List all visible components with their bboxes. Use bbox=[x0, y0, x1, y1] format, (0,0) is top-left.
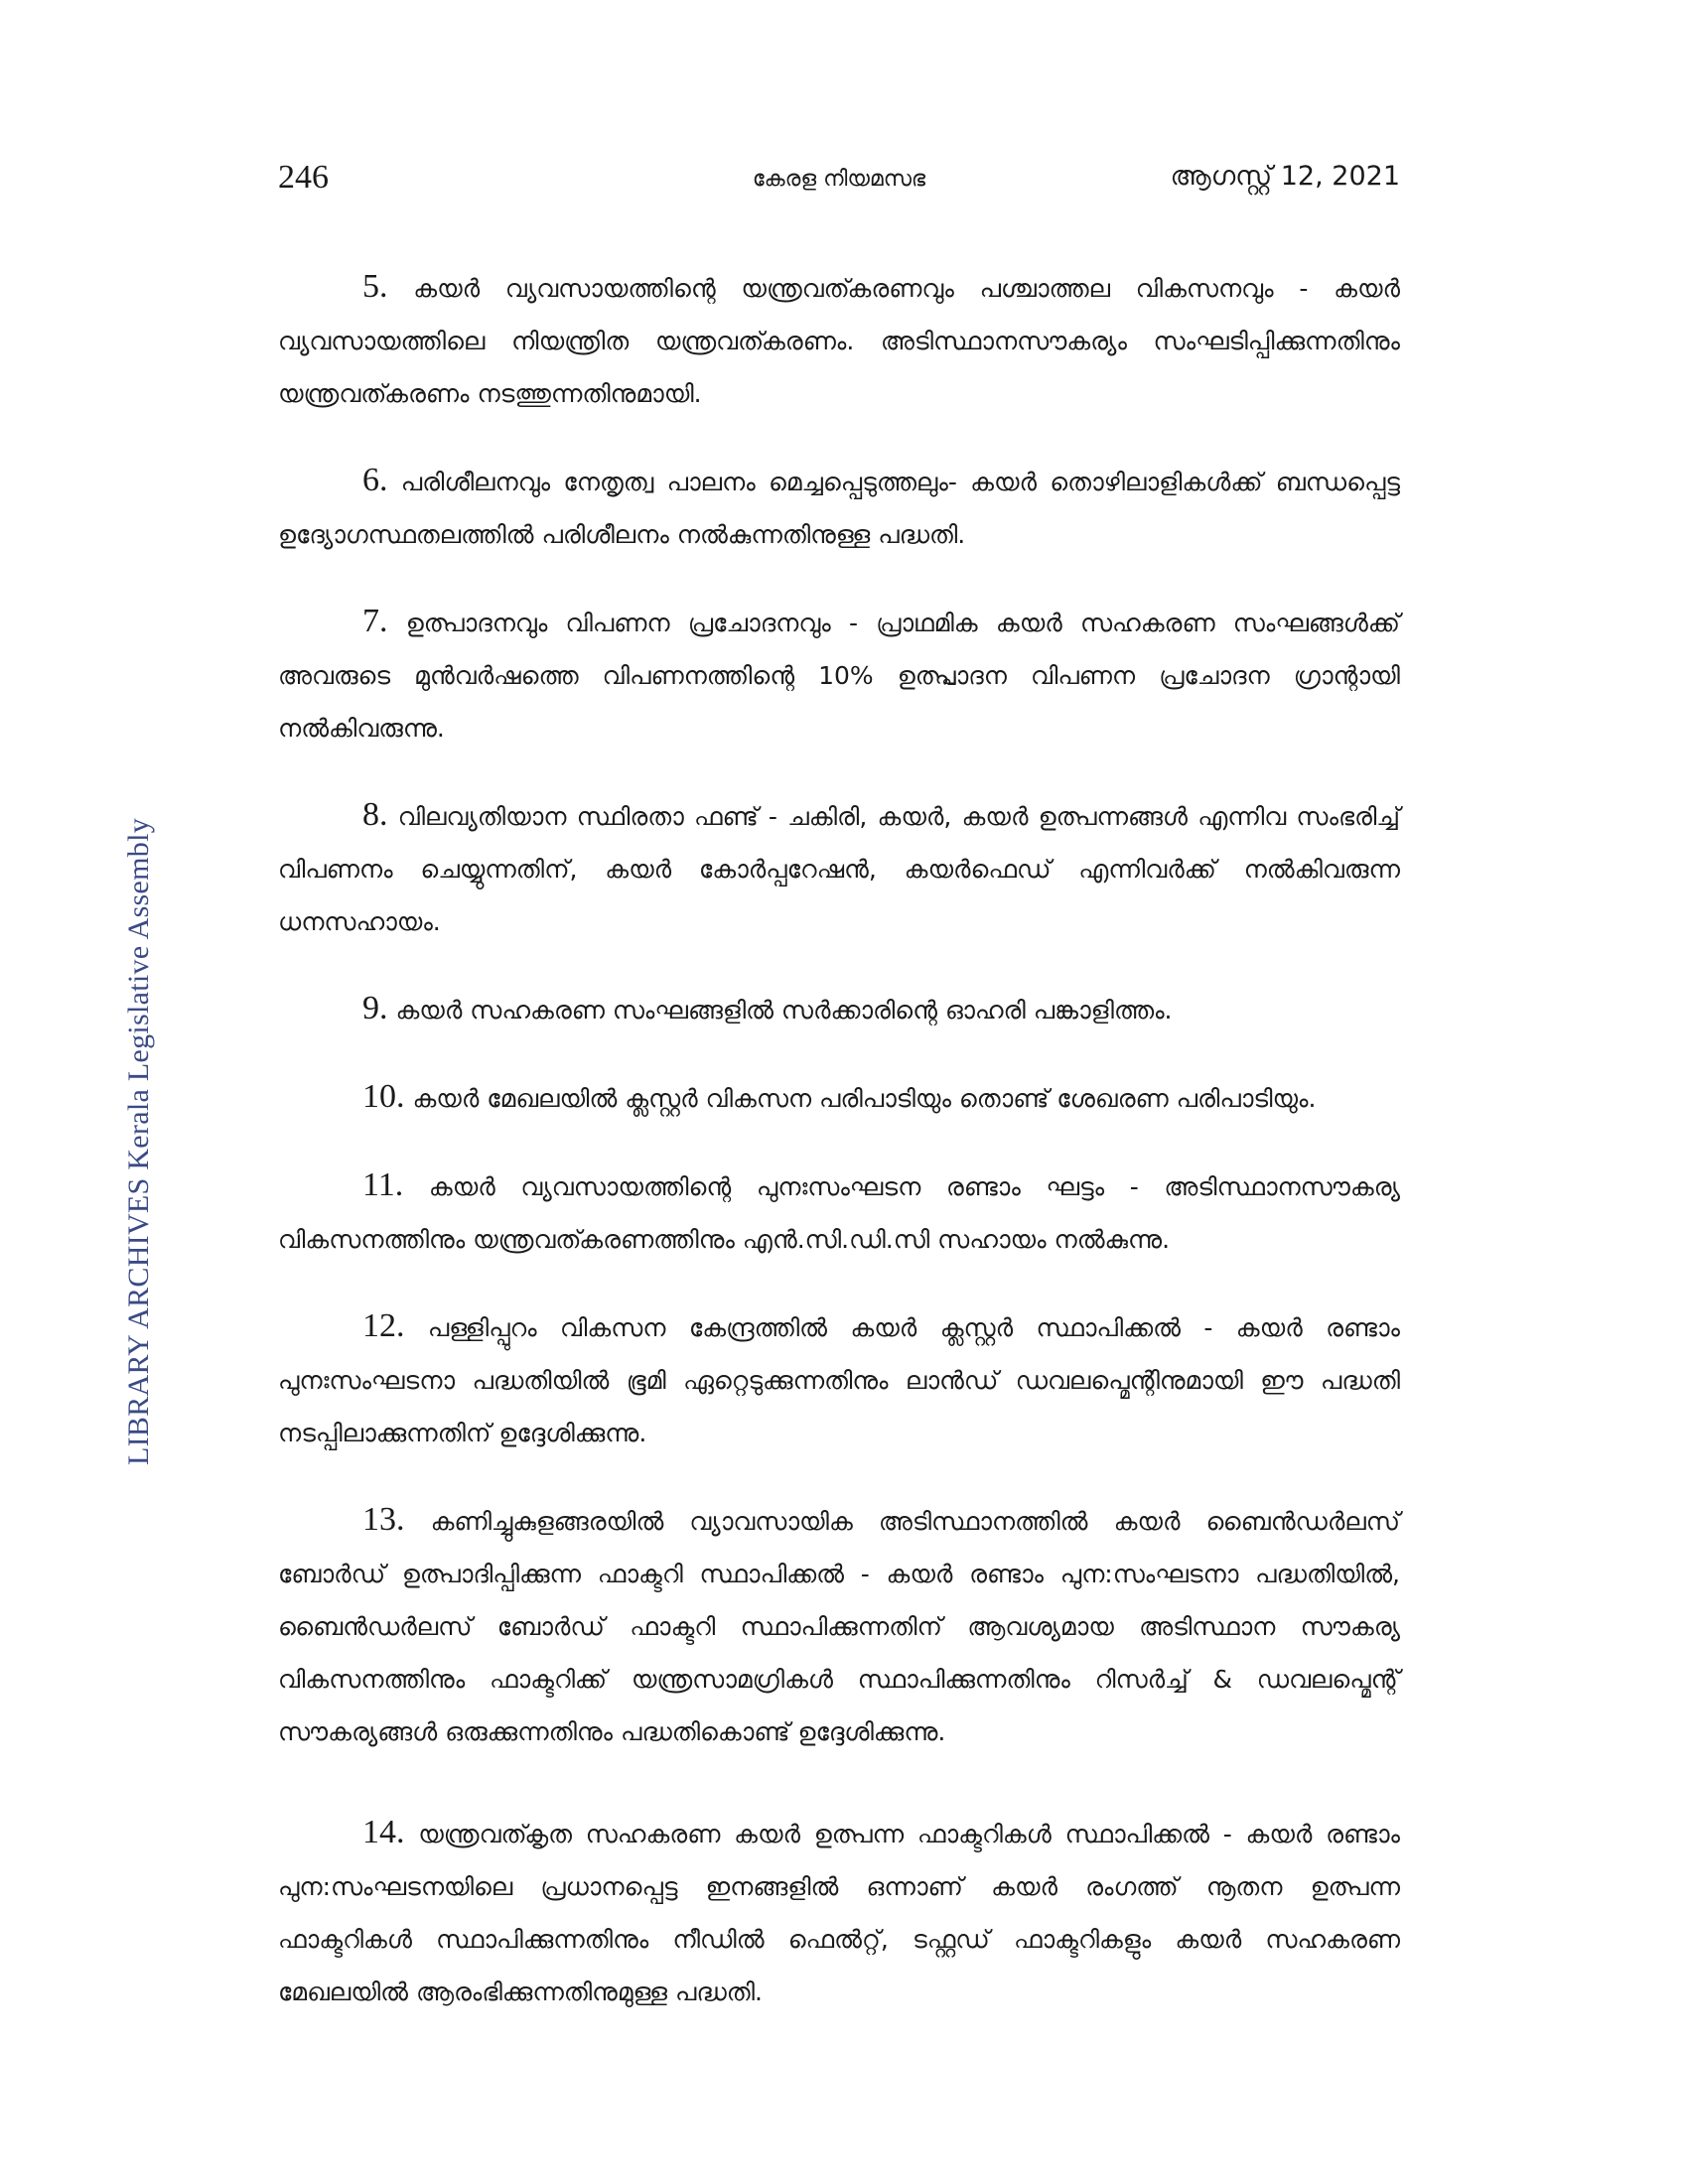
paragraph-number: 9. bbox=[362, 990, 388, 1026]
paragraph-text: കയർ മേഖലയിൽ ക്ലസ്റ്റർ വികസന പരിപാടിയും തൊണ്ട് ശേഖരണ പരിപാടിയും. bbox=[412, 1084, 1317, 1113]
paragraph-number: 6. bbox=[362, 462, 388, 498]
paragraph-item-6 bbox=[278, 454, 1400, 561]
paragraph-item-11 bbox=[278, 1159, 1400, 1266]
paragraph-item-12 bbox=[278, 1299, 1400, 1459]
page-number: 246 bbox=[278, 159, 329, 196]
paragraph-number: 7. bbox=[362, 603, 388, 639]
paragraph-text: കണിച്ചുകുളങ്ങരയിൽ വ്യാവസായിക അടിസ്ഥാനത്തിൽ കയർ ബൈൻഡർലസ് ബോർഡ് ഉത്പാദിപ്പിക്കുന്ന ഫാക്ടറി സ്ഥാപിക്കൽ - കയർ രണ്ടാം പുന:സംഘടനാ പദ്ധതിയിൽ, ബൈൻഡർലസ് ബോർഡ് ഫാക്ടറി സ്ഥാപിക്കുന്നതിന് ആവശ്യമായ അടിസ്ഥാന സൗകര്യ വികസനത്തിനും ഫാക്ടറിക്ക് യന്ത്രസാമഗ്രികൾ സ്ഥാപിക്കുന്നതിനും റിസർച്ച് & ഡവലപ്മെന്റ് സൗകര്യങ്ങൾ ഒരുക്കുന്നതിനും പദ്ധതികൊണ്ട് ഉദ്ദേശിക്കുന്നു. bbox=[278, 1507, 1401, 1746]
paragraph-text: വിലവ്യതിയാന സ്ഥിരതാ ഫണ്ട് - ചകിരി, കയർ, കയർ ഉത്പന്നങ്ങൾ എന്നിവ സംഭരിച്ച് വിപണനം ചെയ്യുന്നതിന്, കയർ കോർപ്പറേഷൻ, കയർഫെഡ് എന്നിവർക്ക് നൽകിവരുന്ന ധനസഹായം. bbox=[278, 802, 1400, 936]
paragraph-item-8 bbox=[278, 788, 1400, 948]
paragraph-number: 14. bbox=[362, 1814, 405, 1850]
paragraph-item-7 bbox=[278, 595, 1400, 754]
paragraph-text: കയർ സഹകരണ സംഘങ്ങളിൽ സർക്കാരിന്റെ ഓഹരി പങ്കാളിത്തം. bbox=[395, 996, 1173, 1024]
paragraph-text: പള്ളിപ്പുറം വികസന കേന്ദ്രത്തിൽ കയർ ക്ലസ്റ്റർ സ്ഥാപിക്കൽ - കയർ രണ്ടാം പുനഃസംഘടനാ പദ്ധതിയിൽ ഭൂമി ഏറ്റെടുക്കുന്നതിനും ലാൻഡ് ഡവലപ്മെന്റിനുമായി ഈ പദ്ധതി നടപ്പിലാക്കുന്നതിന് ഉദ്ദേശിക്കുന്നു. bbox=[278, 1313, 1400, 1447]
paragraph-text: കയർ വ്യവസായത്തിന്റെ യന്ത്രവത്കരണവും പശ്ചാത്തല വികസനവും - കയർ വ്യവസായത്തിലെ നിയന്ത്രിത യന്ത്രവത്കരണം. അടിസ്ഥാനസൗകര്യം സംഘടിപ്പിക്കുന്നതിനും യന്ത്രവത്കരണം നടത്തുന്നതിനുമായി. bbox=[278, 274, 1400, 408]
paragraph-number: 10. bbox=[362, 1078, 405, 1115]
paragraph-item-5 bbox=[278, 260, 1400, 420]
document-body bbox=[278, 260, 1400, 2052]
assembly-name: കേരള നിയമസഭ bbox=[752, 167, 926, 192]
paragraph-item-10 bbox=[278, 1070, 1400, 1125]
paragraph-text: യന്ത്രവത്കൃത സഹകരണ കയർ ഉത്പന്ന ഫാക്ടറികൾ സ്ഥാപിക്കൽ - കയർ രണ്ടാം പുന:സംഘടനയിലെ പ്രധാനപ്പെട്ട ഇനങ്ങളിൽ ഒന്നാണ് കയർ രംഗത്ത് നൂതന ഉത്പന്ന ഫാക്ടറികൾ സ്ഥാപിക്കുന്നതിനും നീഡിൽ ഫെൽറ്റ്, ടഫ്റ്റഡ് ഫാക്ടറികളും കയർ സഹകരണ മേഖലയിൽ ആരംഭിക്കുന്നതിനുമുള്ള പദ്ധതി. bbox=[278, 1820, 1401, 2006]
paragraph-text: പരിശീലനവും നേതൃത്വ പാലനം മെച്ചപ്പെടുത്തലും- കയർ തൊഴിലാളികൾക്ക് ബന്ധപ്പെട്ട ഉദ്യോഗസ്ഥതലത്തിൽ പരിശീലനം നൽകുന്നതിനുള്ള പദ്ധതി. bbox=[278, 468, 1400, 549]
paragraph-item-9 bbox=[278, 982, 1400, 1036]
archive-watermark: LIBRARY ARCHIVES Kerala Legislative Assembly bbox=[122, 817, 155, 1466]
paragraph-number: 12. bbox=[362, 1307, 405, 1344]
paragraph-item-14 bbox=[278, 1806, 1400, 2018]
paragraph-number: 5. bbox=[362, 268, 388, 305]
paragraph-number: 11. bbox=[362, 1166, 404, 1203]
header-date: ആഗസ്റ്റ് 12, 2021 bbox=[1170, 161, 1400, 192]
paragraph-text: ഉത്പാദനവും വിപണന പ്രചോദനവും - പ്രാഥമിക കയർ സഹകരണ സംഘങ്ങൾക്ക് അവരുടെ മുൻവർഷത്തെ വിപണനത്തിന്റെ 10% ഉത്പ്പാദന വിപണന പ്രചോദന ഗ്രാന്റായി നൽകിവരുന്നു. bbox=[278, 609, 1400, 743]
paragraph-text: കയർ വ്യവസായത്തിന്റെ പുനഃസംഘടന രണ്ടാം ഘട്ടം - അടിസ്ഥാനസൗകര്യ വികസനത്തിനും യന്ത്രവത്കരണത്തിനും എൻ.സി.ഡി.സി സഹായം നൽകുന്നു. bbox=[278, 1172, 1400, 1254]
paragraph-item-13 bbox=[278, 1493, 1400, 1758]
page-header bbox=[278, 159, 1400, 208]
paragraph-number: 8. bbox=[362, 796, 388, 833]
paragraph-number: 13. bbox=[362, 1501, 405, 1538]
